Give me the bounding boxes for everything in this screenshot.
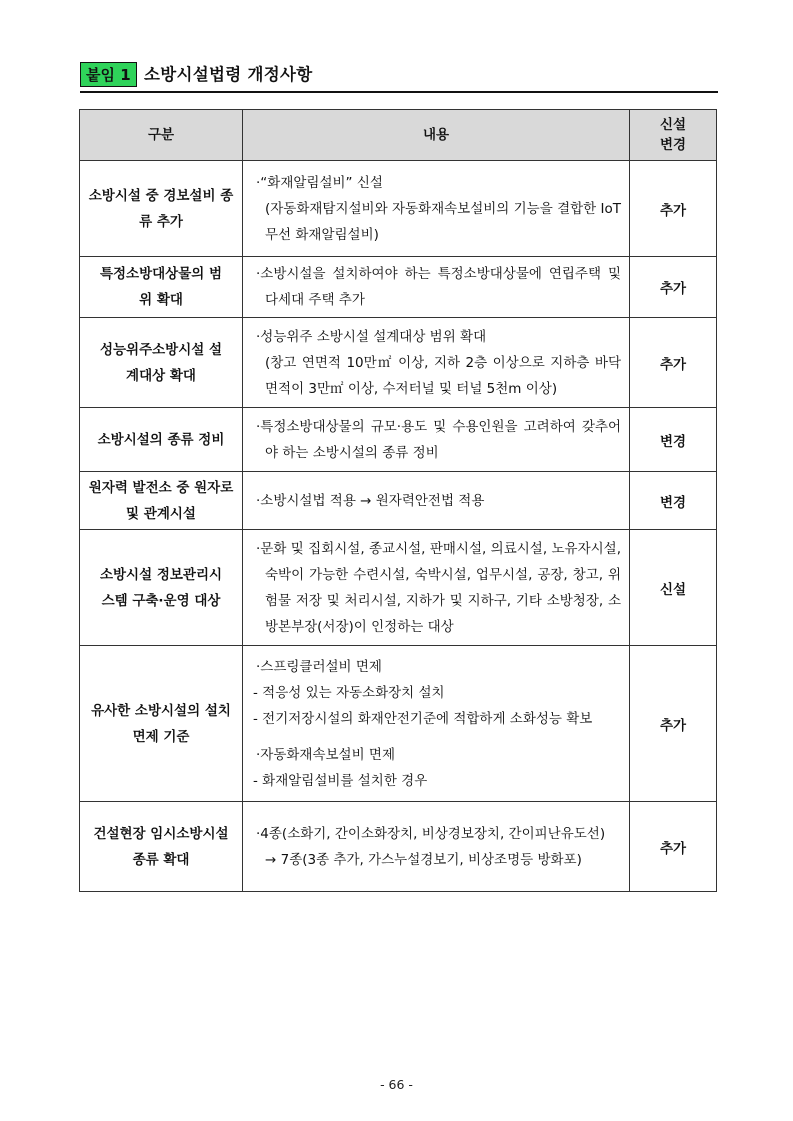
bullet-item: ·자동화재속보설비 면제 bbox=[256, 746, 395, 763]
sub-item: - 적응성 있는 자동소화장치 설치 bbox=[253, 684, 445, 701]
header-status: 신설 변경 bbox=[630, 110, 717, 161]
content-note: → 7종(3종 추가, 가스누설경보기, 비상조명등 방화포) bbox=[265, 851, 582, 868]
row-status: 변경 bbox=[630, 408, 717, 472]
row-content bbox=[243, 530, 630, 646]
row-category bbox=[80, 472, 243, 530]
row-status: 추가 bbox=[630, 257, 717, 318]
row-status: 추가 bbox=[630, 161, 717, 257]
row-category-text: 소방시설 중 경보설비 종류 추가 bbox=[88, 187, 234, 230]
row-category-text: 소방시설의 종류 정비 bbox=[97, 431, 225, 448]
row-category-text: 유사한 소방시설의 설치면제 기준 bbox=[91, 702, 231, 745]
section-heading bbox=[80, 60, 718, 93]
page-number: - 66 - bbox=[380, 1077, 413, 1092]
row-category bbox=[80, 161, 243, 257]
row-category-text: 원자력 발전소 중 원자로 및 관계시설 bbox=[88, 479, 234, 522]
table-row bbox=[80, 530, 717, 646]
heading-title: 소방시설법령 개정사항 bbox=[144, 65, 313, 84]
bullet-item: ·“화재알림설비” 신설 bbox=[256, 174, 383, 191]
table-header-row bbox=[80, 110, 717, 161]
row-content bbox=[243, 646, 630, 802]
bullet-item: ·소방시설법 적용 → 원자력안전법 적용 bbox=[256, 492, 485, 509]
header-content: 내용 bbox=[243, 110, 630, 161]
bullet-item: ·소방시설을 설치하여야 하는 특정소방대상물에 연립주택 및 다세대 주택 추가 bbox=[256, 266, 621, 308]
table-row bbox=[80, 318, 717, 408]
row-category-text: 성능위주소방시설 설계대상 확대 bbox=[99, 341, 223, 384]
bullet-item: ·특정소방대상물의 규모·용도 및 수용인원을 고려하여 갖추어야 하는 소방시설의 종류 정비 bbox=[256, 418, 621, 461]
attachment-tag: 붙임 1 bbox=[80, 62, 137, 87]
row-content bbox=[243, 802, 630, 892]
table-row bbox=[80, 257, 717, 318]
row-category bbox=[80, 802, 243, 892]
row-content bbox=[243, 318, 630, 408]
bullet-item: ·성능위주 소방시설 설계대상 범위 확대 bbox=[256, 328, 487, 345]
row-content bbox=[243, 161, 630, 257]
content-note: (창고 연면적 10만㎡ 이상, 지하 2층 이상으로 지하층 바닥면적이 3만㎡ 이상, 수저터널 및 터널 5천m 이상) bbox=[265, 354, 621, 397]
bullet-item: ·스프링클러설비 면제 bbox=[256, 658, 382, 675]
row-content bbox=[243, 472, 630, 530]
sub-item: - 전기저장시설의 화재안전기준에 적합하게 소화성능 확보 bbox=[253, 710, 593, 727]
table-row bbox=[80, 161, 717, 257]
table-row bbox=[80, 472, 717, 530]
row-status: 변경 bbox=[630, 472, 717, 530]
content-note: (자동화재탐지설비와 자동화재속보설비의 기능을 결합한 IoT 무선 화재알림설비) bbox=[265, 200, 621, 243]
row-category-text: 건설현장 임시소방시설 종류 확대 bbox=[93, 825, 229, 868]
row-category bbox=[80, 408, 243, 472]
row-category-text: 특정소방대상물의 범위 확대 bbox=[99, 266, 223, 308]
row-category bbox=[80, 257, 243, 318]
row-category-text: 소방시설 정보관리시스템 구축·운영 대상 bbox=[99, 566, 223, 609]
table-row bbox=[80, 408, 717, 472]
row-status: 신설 bbox=[630, 530, 717, 646]
table-row bbox=[80, 802, 717, 892]
row-status: 추가 bbox=[630, 318, 717, 408]
row-content bbox=[243, 408, 630, 472]
table-row bbox=[80, 646, 717, 802]
amendments-table bbox=[79, 109, 717, 892]
row-content bbox=[243, 257, 630, 318]
header-category: 구분 bbox=[80, 110, 243, 161]
row-category bbox=[80, 646, 243, 802]
bullet-item: ·문화 및 집회시설, 종교시설, 판매시설, 의료시설, 노유자시설, 숙박이 가능한 수련시설, 숙박시설, 업무시설, 공장, 창고, 위험물 저장 및 처리시설, 지하가 및 지하구, 기타 소방청장, 소방본부장(서장)이 인정하는 대상 bbox=[256, 540, 621, 635]
row-status: 추가 bbox=[630, 646, 717, 802]
sub-item: - 화재알림설비를 설치한 경우 bbox=[253, 772, 428, 789]
row-status: 추가 bbox=[630, 802, 717, 892]
row-category bbox=[80, 530, 243, 646]
row-category bbox=[80, 318, 243, 408]
bullet-item: ·4종(소화기, 간이소화장치, 비상경보장치, 간이피난유도선) bbox=[256, 825, 606, 842]
